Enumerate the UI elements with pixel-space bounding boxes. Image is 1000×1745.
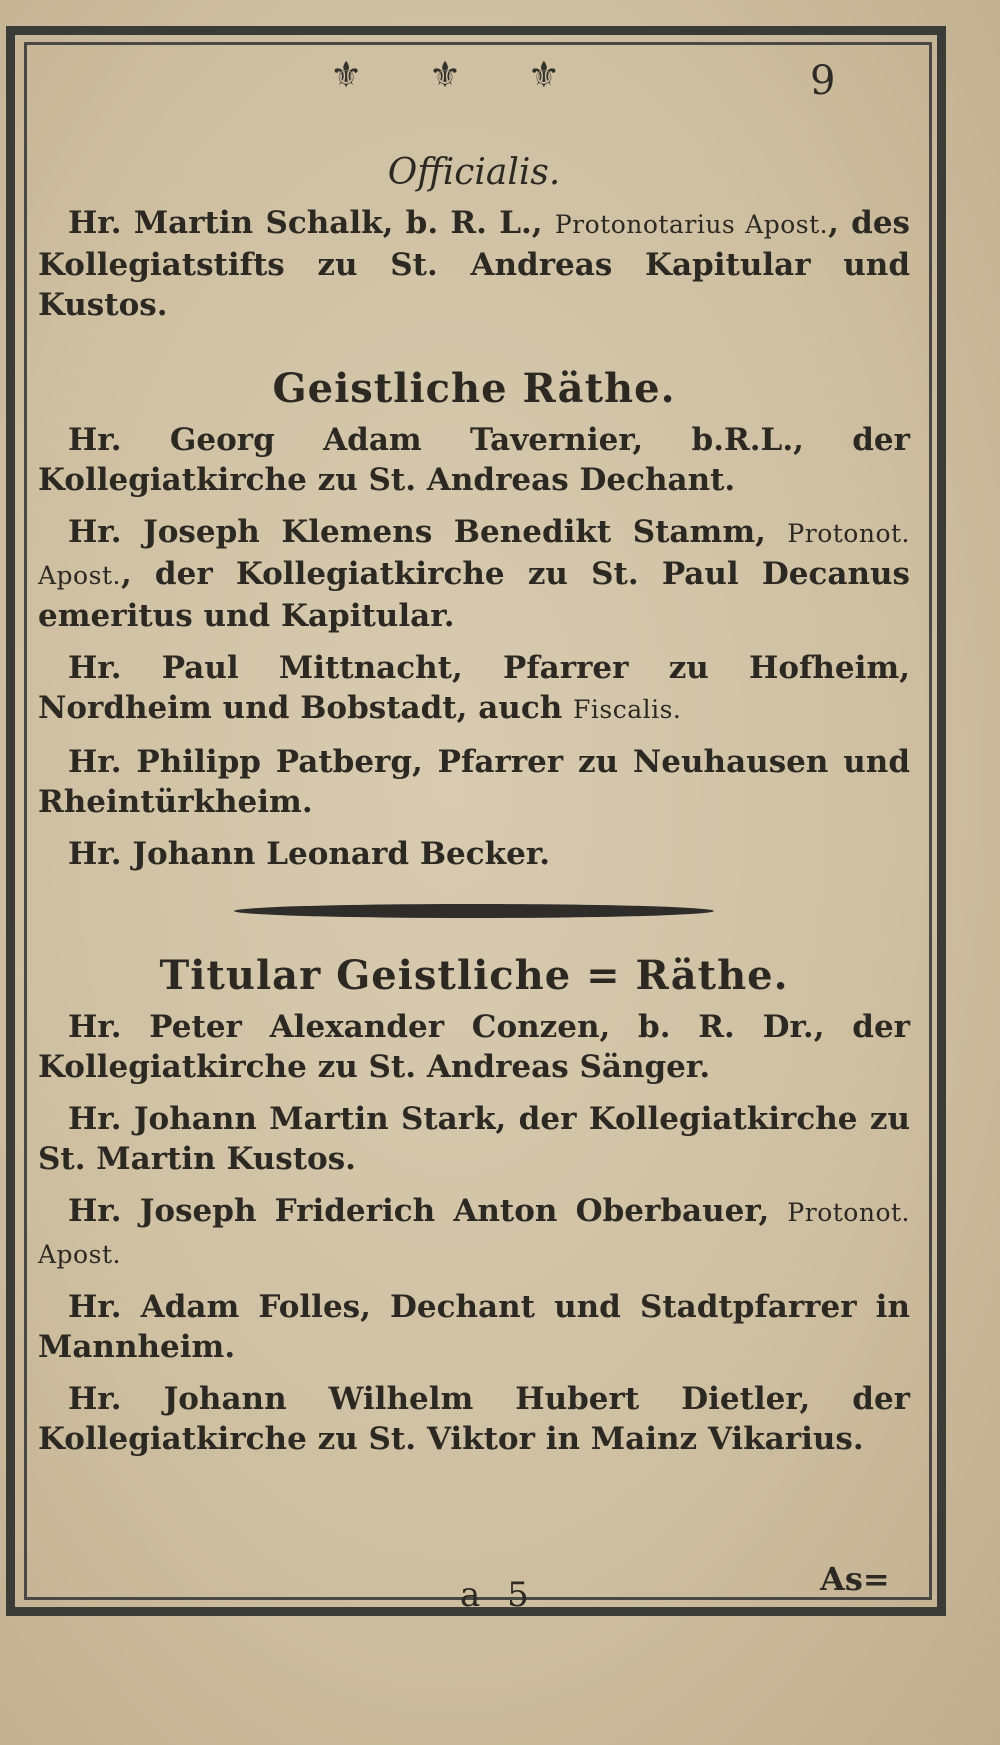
fleuron-icon: ⚜ (330, 55, 363, 96)
entry: Hr. Martin Schalk, b. R. L., Protonotarius Apost., des Kollegiatstifts zu St. Andreas Kapitular und Kustos. (38, 205, 910, 323)
entry: Hr. Georg Adam Tavernier, b.R.L., der Kollegiatkirche zu St. Andreas Dechant. (38, 422, 910, 498)
entry: Hr. Philipp Patberg, Pfarrer zu Neuhausen und Rheintürkheim. (38, 744, 910, 820)
entry: Hr. Peter Alexander Conzen, b. R. Dr., der Kollegiatkirche zu St. Andreas Sänger. (38, 1009, 910, 1085)
signature-mark: a 5 (460, 1575, 537, 1615)
entry: Hr. Johann Martin Stark, der Kollegiatkirche zu St. Martin Kustos. (38, 1101, 910, 1177)
entry: Hr. Paul Mittnacht, Pfarrer zu Hofheim, Nordheim und Bobstadt, auch Fiscalis. (38, 650, 910, 726)
section-title-titular: Titular Geistliche = Räthe. (159, 952, 789, 999)
entry: Hr. Joseph Friderich Anton Oberbauer, Protonot. Apost. (38, 1193, 910, 1269)
page-number: 9 (810, 58, 836, 104)
entry: Hr. Joseph Klemens Benedikt Stamm, Protonot. Apost., der Kollegiatkirche zu St. Paul Decanus emeritus und Kapitular. (38, 514, 910, 634)
ornamental-divider (234, 904, 714, 918)
page-content (38, 140, 910, 1471)
entry: Hr. Adam Folles, Dechant und Stadtpfarrer in Mannheim. (38, 1289, 910, 1365)
fleuron-icon: ⚜ (428, 55, 462, 96)
fleuron-icon: ⚜ (527, 55, 560, 96)
entry: Hr. Johann Wilhelm Hubert Dietler, der Kollegiatkirche zu St. Viktor in Mainz Vikarius. (38, 1381, 910, 1457)
entry: Hr. Johann Leonard Becker. (68, 836, 551, 872)
header-ornaments (330, 55, 560, 96)
section-title-officialis: Officialis. (387, 152, 561, 193)
catchword: As= (820, 1560, 890, 1598)
section-title-geistliche: Geistliche Räthe. (272, 365, 676, 412)
